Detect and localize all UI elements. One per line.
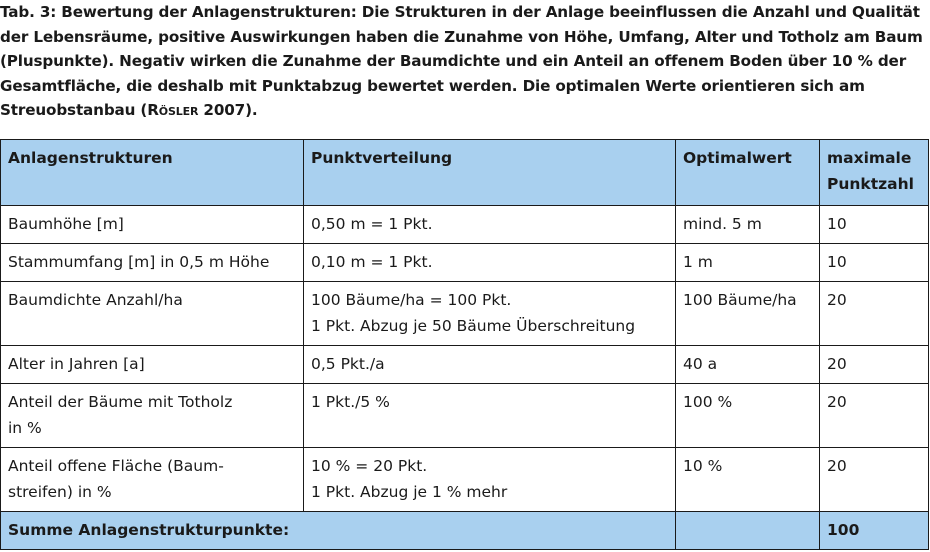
cell-optimum: 40 a [676, 346, 820, 384]
cell-distribution-line: 0,10 m = 1 Pkt. [311, 253, 433, 271]
cell-structure-line: Baumdichte Anzahl/ha [8, 291, 183, 309]
cell-max: 20 [820, 448, 929, 512]
table-footer-row [1, 512, 929, 550]
cell-structure [1, 282, 304, 346]
cell-structure-line: Alter in Jahren [a] [8, 355, 145, 373]
cell-max: 20 [820, 384, 929, 448]
table-row [1, 384, 929, 448]
cell-distribution-line: 0,50 m = 1 Pkt. [311, 215, 433, 233]
caption-citation-year: 2007). [198, 101, 258, 120]
header-optimum: Optimalwert [676, 140, 820, 206]
cell-max: 20 [820, 346, 929, 384]
header-max-line1: maximale [827, 149, 912, 167]
cell-optimum: 10 % [676, 448, 820, 512]
cell-optimum: 100 Bäume/ha [676, 282, 820, 346]
cell-distribution [304, 244, 676, 282]
cell-structure [1, 448, 304, 512]
cell-structure-line: Stammumfang [m] in 0,5 m Höhe [8, 253, 270, 271]
cell-structure [1, 206, 304, 244]
caption-text: Tab. 3: Bewertung der Anlagenstrukturen: Die Strukturen in der Anlage beeinflussen die Anzahl und Qualität der Lebensräume, positive Auswirkungen haben die Zunahme von Höhe, Umfang, Alter und Totholz am Baum (Pluspunkte). Negativ wirken die Zunahme der Baumdichte und ein Anteil an offenem Boden über 10 % der Gesamtfläche, die deshalb mit Punktabzug bewertet werden. Die optimalen Werte orientieren sich am Streuobstanbau ( [0, 3, 923, 120]
cell-distribution-line: 1 Pkt. Abzug je 1 % mehr [311, 483, 508, 501]
header-structures: Anlagenstrukturen [1, 140, 304, 206]
cell-max: 10 [820, 206, 929, 244]
cell-structure-line: Anteil der Bäume mit Totholz [8, 393, 233, 411]
header-distribution: Punktverteilung [304, 140, 676, 206]
cell-structure-line: Anteil offene Fläche (Baum- [8, 457, 224, 475]
cell-optimum: mind. 5 m [676, 206, 820, 244]
cell-distribution [304, 346, 676, 384]
table-row [1, 206, 929, 244]
cell-distribution-line: 1 Pkt./5 % [311, 393, 390, 411]
cell-distribution-line: 0,5 Pkt./a [311, 355, 385, 373]
structure-rating-table [0, 139, 929, 550]
cell-distribution [304, 282, 676, 346]
caption-citation-author: Rösler [147, 101, 199, 120]
cell-distribution [304, 206, 676, 244]
cell-structure [1, 244, 304, 282]
footer-label: Summe Anlagenstrukturpunkte: [1, 512, 676, 550]
table-row [1, 282, 929, 346]
cell-structure-line: Baumhöhe [m] [8, 215, 124, 233]
cell-distribution-line: 1 Pkt. Abzug je 50 Bäume Überschreitung [311, 317, 636, 335]
cell-structure-line: streifen) in % [8, 483, 112, 501]
cell-distribution-line: 100 Bäume/ha = 100 Pkt. [311, 291, 512, 309]
table-row [1, 448, 929, 512]
header-max-points [820, 140, 929, 206]
cell-max: 10 [820, 244, 929, 282]
table-header-row [1, 140, 929, 206]
cell-distribution [304, 384, 676, 448]
table-caption [0, 0, 926, 123]
header-max-line2: Punktzahl [827, 175, 914, 193]
cell-structure [1, 384, 304, 448]
table-row [1, 346, 929, 384]
table-row [1, 244, 929, 282]
cell-max: 20 [820, 282, 929, 346]
cell-distribution [304, 448, 676, 512]
cell-structure [1, 346, 304, 384]
cell-optimum: 1 m [676, 244, 820, 282]
footer-optimum [676, 512, 820, 550]
footer-total: 100 [820, 512, 929, 550]
cell-optimum: 100 % [676, 384, 820, 448]
cell-distribution-line: 10 % = 20 Pkt. [311, 457, 428, 475]
cell-structure-line: in % [8, 419, 42, 437]
